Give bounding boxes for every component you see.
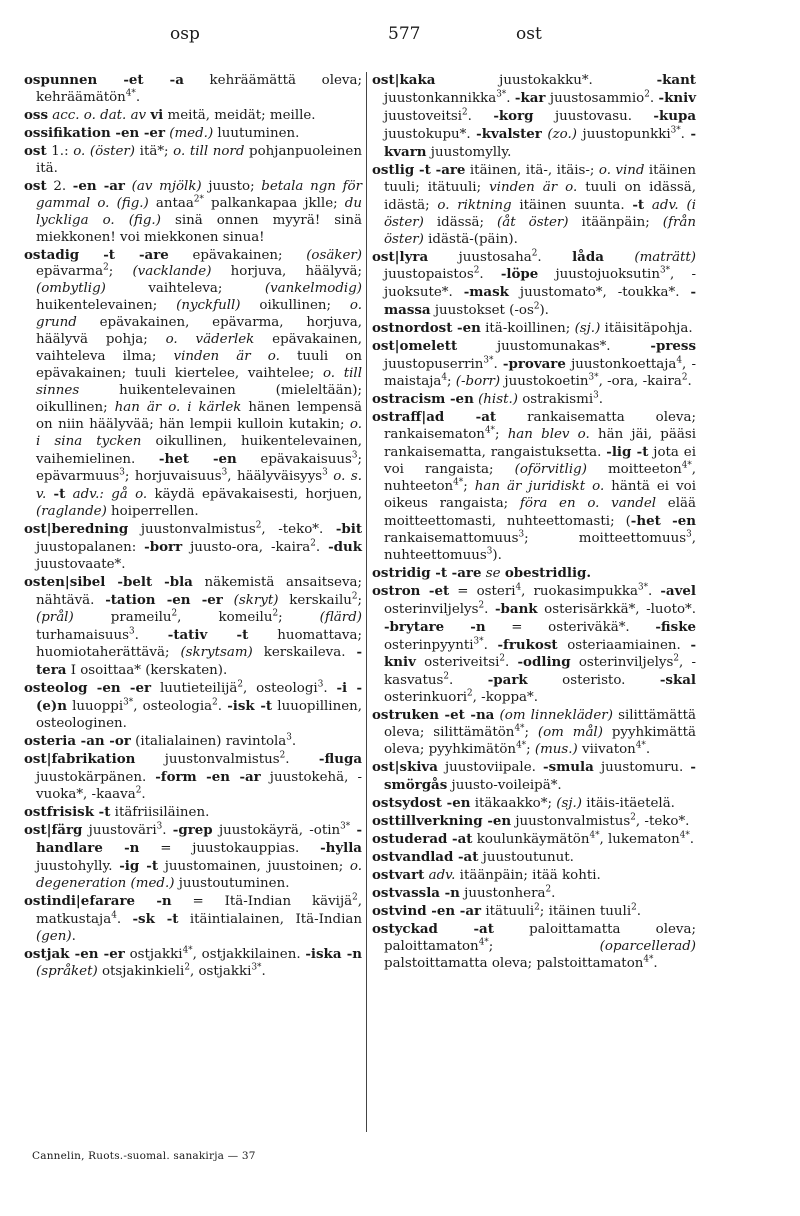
dictionary-entry: ostron -et = osteri$^4$, ruokasimpukka$^{3*}$. -avel osterinviljelys$^2$. -bank osterisärkkä*, -luoto*. -brytare -n = osteriväkä*. -fiske osterinpyynti$^{3*}$. -frukost osteriaamiainen. -kniv osteriveitsi$^2$. -odling osterinviljelys$^2$, -kasvatus$^2$. -park osteristo. -skal osterinkuori$^2$, -koppa*. (372, 582, 697, 706)
running-head (0, 24, 800, 48)
dictionary-entry: osteria -an -or (italialainen) ravintola$^3$. (24, 732, 297, 750)
dictionary-entry: ostlig -t -are itäinen, itä-, itäis-; o. vind itäinen tuuli; itätuuli; vinden är o. tuuli on idässä, idästä; o. riktning itäinen suunta. -t adv. (i öster) idässä; (åt öster) itäänpäin; (från öster) idästä-(päin). (372, 161, 697, 247)
dictionary-entry: ostvart adv. itäänpäin; itää kohti. (372, 866, 601, 883)
dictionary-entry: ostindi|efarare -n = Itä-Indian kävijä$^2$, matkustaja$^4$. -sk -t itäintialainen, Itä-Indian (gen). (24, 892, 363, 944)
dictionary-entry: ostruken -et -na (om linnekläder) silittämättä oleva; silittämätön$^{4*}$; (om mål) pyyhkimättä oleva; pyyhkimätön$^{4*}$; (mus.) viivaton$^{4*}$. (372, 707, 696, 758)
dictionary-entry: ostsydost -en itäkaakko*; (sj.) itäis-itäetelä. (372, 795, 675, 812)
dictionary-entry: ost|kaka juustokakku*. -kant juustonkannikka$^{3*}$. -kar juustosammio$^2$. -kniv juustoveitsi$^2$. -korg juustovasu. -kupa juustokupu*. -kvalster (zo.) juustopunkki$^{3*}$. -kvarn juustomylly. (372, 72, 697, 160)
dictionary-entry: osteolog -en -er luutieteilijä$^2$, osteologi$^3$. -i -(e)n luuoppi$^{3*}$, osteologia$^2$. -isk -t luuopillinen, osteologinen. (24, 679, 363, 732)
dictionary-entry: ostjak -en -er ostjakki$^{4*}$, ostjakkilainen. -iska -n (språket) otsjakinkieli$^2$, ostjakki$^{3*}$. (24, 945, 363, 979)
dictionary-entry: ostracism -en (hist.) ostrakismi$^3$. (372, 390, 604, 408)
dictionary-entry: ost 1.: o. (öster) itä*; o. till nord pohjanpuoleinen itä. (24, 142, 362, 176)
dictionary-entry: ostridig -t -are se obestridlig. (372, 564, 592, 581)
dictionary-entry: ost|beredning juustonvalmistus$^2$, -teko*. -bit juustopalanen: -borr juusto-ora, -kaira$^2$. -duk juustovaate*. (24, 520, 363, 572)
dictionary-entry: ostuderad -at koulunkäymätön$^{4*}$, lukematon$^{4*}$. (372, 830, 694, 847)
page-number: 577 (388, 24, 421, 44)
dictionary-entry: ostfrisisk -t itäfriisiläinen. (24, 804, 210, 821)
dictionary-entry: ost|färg juustoväri$^3$. -grep juustokäyrä, -otin$^{3*}$ -handlare -n = juustokauppias. -hylla juustohylly. -ig -t juustomainen, juustoinen; o. degeneration (med.) juustoutuminen. (24, 821, 363, 891)
dictionary-entry: ost|fabrikation juustonvalmistus$^2$. -fluga juustokärpänen. -form -en -ar juustokehä, -vuoka*, -kaava$^2$. (24, 750, 362, 803)
right-guide-word: ost (516, 24, 542, 44)
dictionary-entry: ost|omelett juustomunakas*. -press juustopuserrin$^{3*}$. -provare juustonkoettaja$^4$, -maistaja$^4$; (-borr) juustokoetin$^{3*}$, -ora, -kaira$^2$. (372, 338, 697, 390)
dictionary-entry: osttillverkning -en juustonvalmistus$^2$, -teko*. (372, 812, 690, 830)
dictionary-entry: ostadig -t -are epävakainen; (osäker) epävarma$^2$; (vacklande) horjuva, häälyvä; (ombytlig) vaihteleva; (vankelmodig) huikentelevainen; (nyckfull) oikullinen; o. grund epävakainen, epävarma, horjuva, häälyvä pohja; o. väderlek epävakainen, vaihteleva ilma; vinden är o. tuuli on epävakainen; tuuli kiertelee, vaihtelee; o. till sinnes huikentelevainen (mieleltään); oikullinen; han är o. i kärlek hänen lempensä on niin häälyvää; hän lempii kulloin kutakin; o. i sina tycken oikullinen, huikentelevainen, vaihemielinen. -het -en epävakaisuus$^3$; epävarmuus$^3$; horjuvaisuus$^3$, häälyväisyys$^3$ o. s. v. -t adv.: gå o. käydä epävakaisesti, horjuen, (raglande) hoiperrellen. (24, 246, 363, 519)
dictionary-entry: osten|sibel -belt -bla näkemistä ansaitseva; nähtävä. -tation -en -er (skryt) kerskailu$^2$; (prål) prameilu$^2$, komeilu$^2$; (flärd) turhamaisuus$^3$. -tativ -t huomattava; huomiotaherättävä; (skrytsam) kerskaileva. -tera I osoittaa* (kerskaten). (24, 573, 362, 679)
dictionary-entry: ostvind -en -ar itätuuli$^2$; itäinen tuuli$^2$. (372, 902, 642, 919)
dictionary-entry: ostnordost -en itä-koillinen; (sj.) itäisitäpohja. (372, 320, 693, 337)
footer-signature: Cannelin, Ruots.-suomal. sanakirja — 37 (32, 1150, 256, 1162)
column-divider (366, 72, 367, 1132)
left-guide-word: osp (170, 24, 200, 44)
dictionary-entry: ost 2. -en -ar (av mjölk) juusto; betala ngn för gammal o. (fig.) antaa$^{2*}$ palkankapaa jklle; du lyckliga o. (fig.) sinä onnen myyrä! sinä miekkonen! voi miekkonen sinua! (24, 177, 362, 245)
dictionary-entry: ostvassla -n juustonhera$^2$. (372, 884, 556, 901)
dictionary-entry: ostraff|ad -at rankaisematta oleva; rankaisematon$^{4*}$; han blev o. hän jäi, pääsi rankaisematta, rangaistuksetta. -lig -t jota ei voi rangaista; (oförvitlig) moitteeton$^{4*}$, nuhteeton$^{4*}$; han är juridiskt o. häntä ei voi oikeus rangaista; föra en o. vandel elää moitteettomasti, nuhteettomasti; (-het -en rankaisemattomuus$^3$; moitteettomuus$^3$, nuhteettomuus$^3$). (372, 409, 697, 563)
left-column (24, 72, 362, 981)
dictionary-entry: oss acc. o. dat. av vi meitä, meidät; meille. (24, 106, 316, 123)
dictionary-entry: ost|lyra juustosaha$^2$. låda (maträtt) juustopaistos$^2$. -löpe juustojuoksutin$^{3*}$, -juoksute*. -mask juustomato*, -toukka*. -massa juustokset $(-os^2)$. (372, 248, 697, 319)
dictionary-entry: ospunnen -et -a kehräämättä oleva; kehräämätön$^{4*}$. (24, 72, 362, 105)
dictionary-entry: ost|skiva juustoviipale. -smula juustomuru. -smörgås juusto-voileipä*. (372, 759, 696, 794)
dictionary-entry: ostyckad -at paloittamatta oleva; paloittamaton$^{4*}$; (oparcellerad) palstoittamatta oleva; palstoittamaton$^{4*}$. (372, 920, 696, 971)
dictionary-entry: ossifikation -en -er (med.) luutuminen. (24, 124, 300, 141)
dictionary-entry: ostvandlad -at juustoutunut. (372, 848, 574, 865)
right-column (372, 72, 696, 973)
